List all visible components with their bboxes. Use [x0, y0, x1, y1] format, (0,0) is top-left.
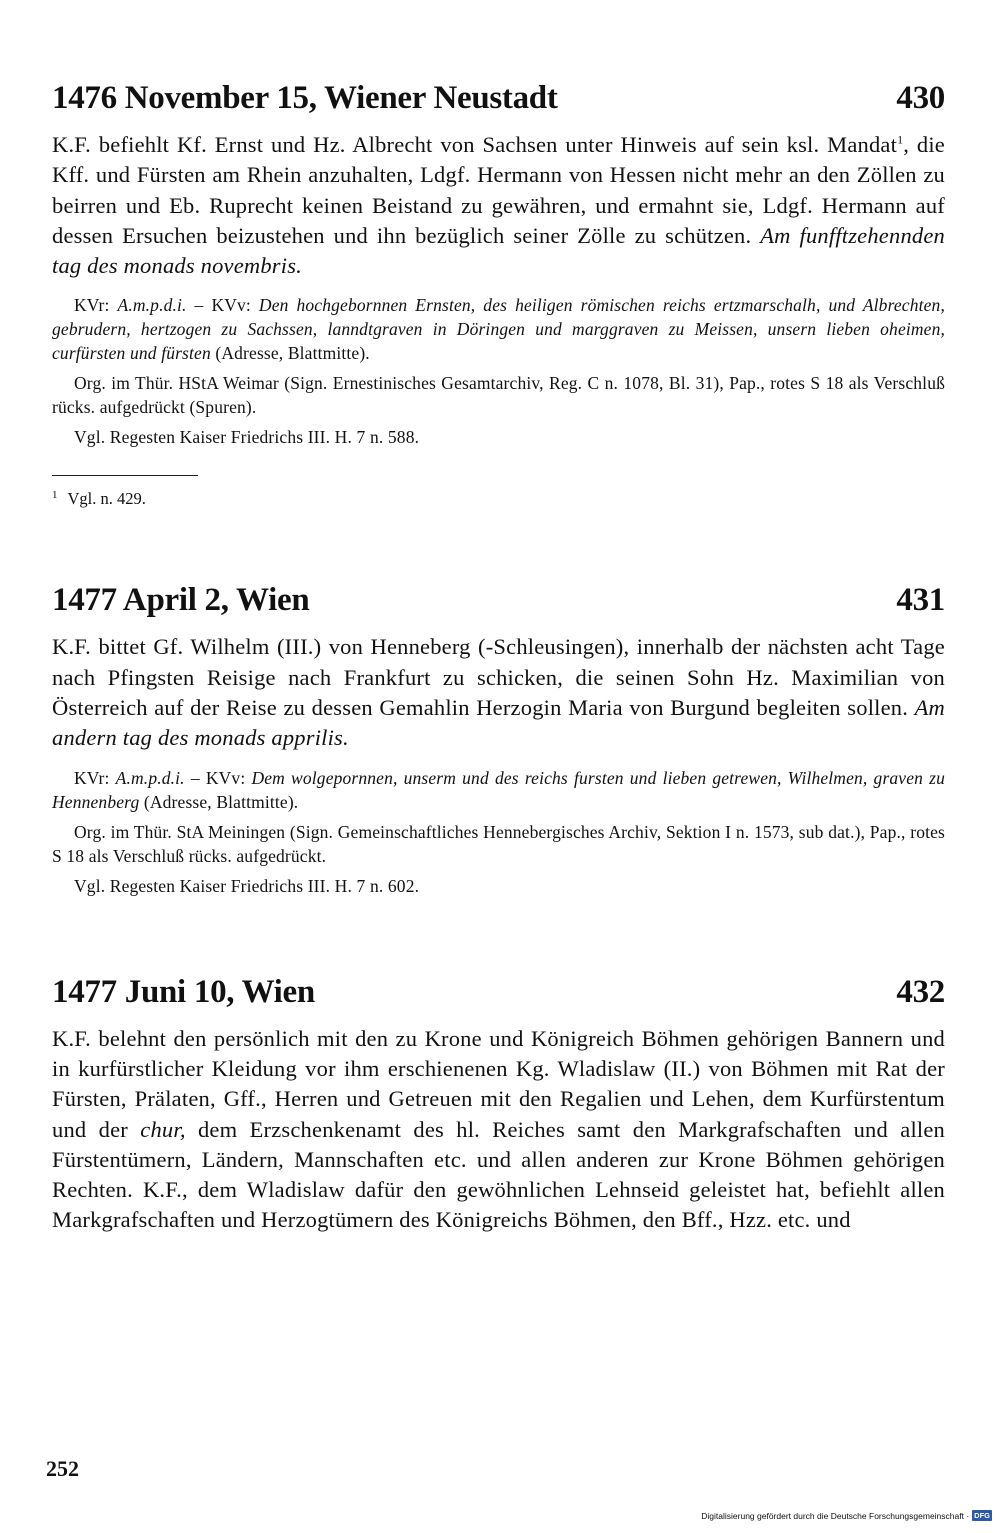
regesten-reference: Vgl. Regesten Kaiser Friedrichs III. H. 7 n. 588. — [74, 427, 420, 448]
dating-clause: Am andern tag des monads apprilis. — [52, 695, 945, 751]
entry-430 — [52, 78, 945, 510]
regesten-reference: Vgl. Regesten Kaiser Friedrichs III. H. 7 n. 602. — [74, 875, 420, 896]
entry-431 — [52, 580, 945, 897]
footnote-ref[interactable]: 1 — [897, 132, 904, 147]
entry-heading — [52, 580, 945, 620]
page-number: 252 — [46, 1456, 79, 1481]
original-source-note: Org. im Thür. HStA Weimar (Sign. Ernestinisches Gesamtarchiv, Reg. C n. 1078, Bl. 31), Pap., rotes S 18 als Verschluß rücks. aufgedrückt (Spuren). — [52, 373, 945, 418]
entry-summary: K.F. belehnt den persönlich mit den zu Krone und Königreich Böhmen gehörigen Bannern und in kurfürstlicher Kleidung vor ihm erschienenen Kg. Wladislaw (II.) von Böhmen mit Rat der Fürsten, Prälaten, Gff., Herren und Getreuen mit den Regalien und Lehen, dem Kurfürstentum und der chur, dem Erzschenkenamt des hl. Reiches samt den Markgrafschaften und allen Fürstentümern, Ländern, Mannschaften etc. und allen anderen zur Krone Böhmen gehörigen Rechten. K.F., dem Wladislaw dafür den gewöhnlichen Lehnseid geleistet hat, befiehlt allen Markgrafschaften und Herzogtümern des Königreichs Böhmen, den Bff., Hzz. etc. und — [52, 1025, 945, 1233]
entry-summary: K.F. bittet Gf. Wilhelm (III.) von Henneberg (-Schleusingen), innerhalb der nächsten acht Tage nach Pfingsten Reisige nach Frankfurt zu schicken, die seinen Sohn Hz. Maximilian von Österreich auf der Reise zu dessen Gemahlin Herzogin Maria von Burgund begleiten sollen. Am andern tag des monads apprilis. — [52, 634, 945, 751]
entry-number: 430 — [896, 80, 945, 116]
footnote-divider — [52, 475, 198, 476]
entry-summary: K.F. befiehlt Kf. Ernst und Hz. Albrecht von Sachsen unter Hinweis auf sein ksl. Mandat$^1$, die Kff. und Fürsten am Rhein anzuhalten, Ldgf. Hermann von Hessen nicht mehr an den Zöllen zu beirren und Eb. Ruprecht keinen Beistand zu gewähren, und ermahnt sie, Ldgf. Hermann auf dessen Ersuchen beizustehen und ihn bezüglich seiner Zölle zu schützen. Am funfftzehennden tag des monads novembris. — [52, 132, 945, 279]
entry-heading — [52, 972, 945, 1012]
entry-date-place: 1477 April 2, Wien — [52, 582, 310, 619]
entry-date-place: 1476 November 15, Wiener Neustadt — [52, 80, 558, 116]
page-content — [52, 78, 945, 1236]
entry-432 — [52, 972, 945, 1236]
entry-number: 432 — [896, 973, 945, 1010]
original-source-note: Org. im Thür. StA Meiningen (Sign. Gemeinschaftliches Hennebergisches Archiv, Sektion I n. 1573, sub dat.), Pap., rotes S 18 als Verschluß rücks. aufgedrückt. — [52, 821, 945, 866]
italic-term: chur, — [140, 1116, 186, 1142]
dfg-logo-icon: DFG — [974, 1511, 990, 1520]
kanzleivermerk-note: KVr: A.m.p.d.i. – KVv: Dem wolgepornnen, unserm und des reichs fursten und lieben getrewen, Wilhelmen, graven zu Hennenberg (Adresse, Blattmitte). — [52, 767, 946, 812]
entry-number: 431 — [896, 582, 945, 619]
credit-text: Digitalisierung gefördert durch die Deutsche Forschungsgemeinschaft · — [701, 1510, 970, 1521]
entry-heading — [52, 78, 945, 118]
dating-clause: Am funfftzehennden tag des monads novembris. — [52, 222, 945, 279]
digitization-credit — [701, 1510, 992, 1521]
footnote-text: Vgl. n. 429. — [67, 489, 146, 509]
footnote — [52, 488, 945, 510]
entry-date-place: 1477 Juni 10, Wien — [52, 973, 315, 1010]
kanzleivermerk-note: KVr: A.m.p.d.i. – KVv: Den hochgebornnen Ernsten, des heiligen römischen reichs ertzmarschalh, und Albrechten, gebrudern, hertzogen zu Sachssen, lanndtgraven in Döringen und marggraven zu Meissen, unsern lieben oheimen, curfürsten und fürsten (Adresse, Blattmitte). — [52, 295, 945, 364]
footnote-mark: 1 — [52, 488, 58, 501]
